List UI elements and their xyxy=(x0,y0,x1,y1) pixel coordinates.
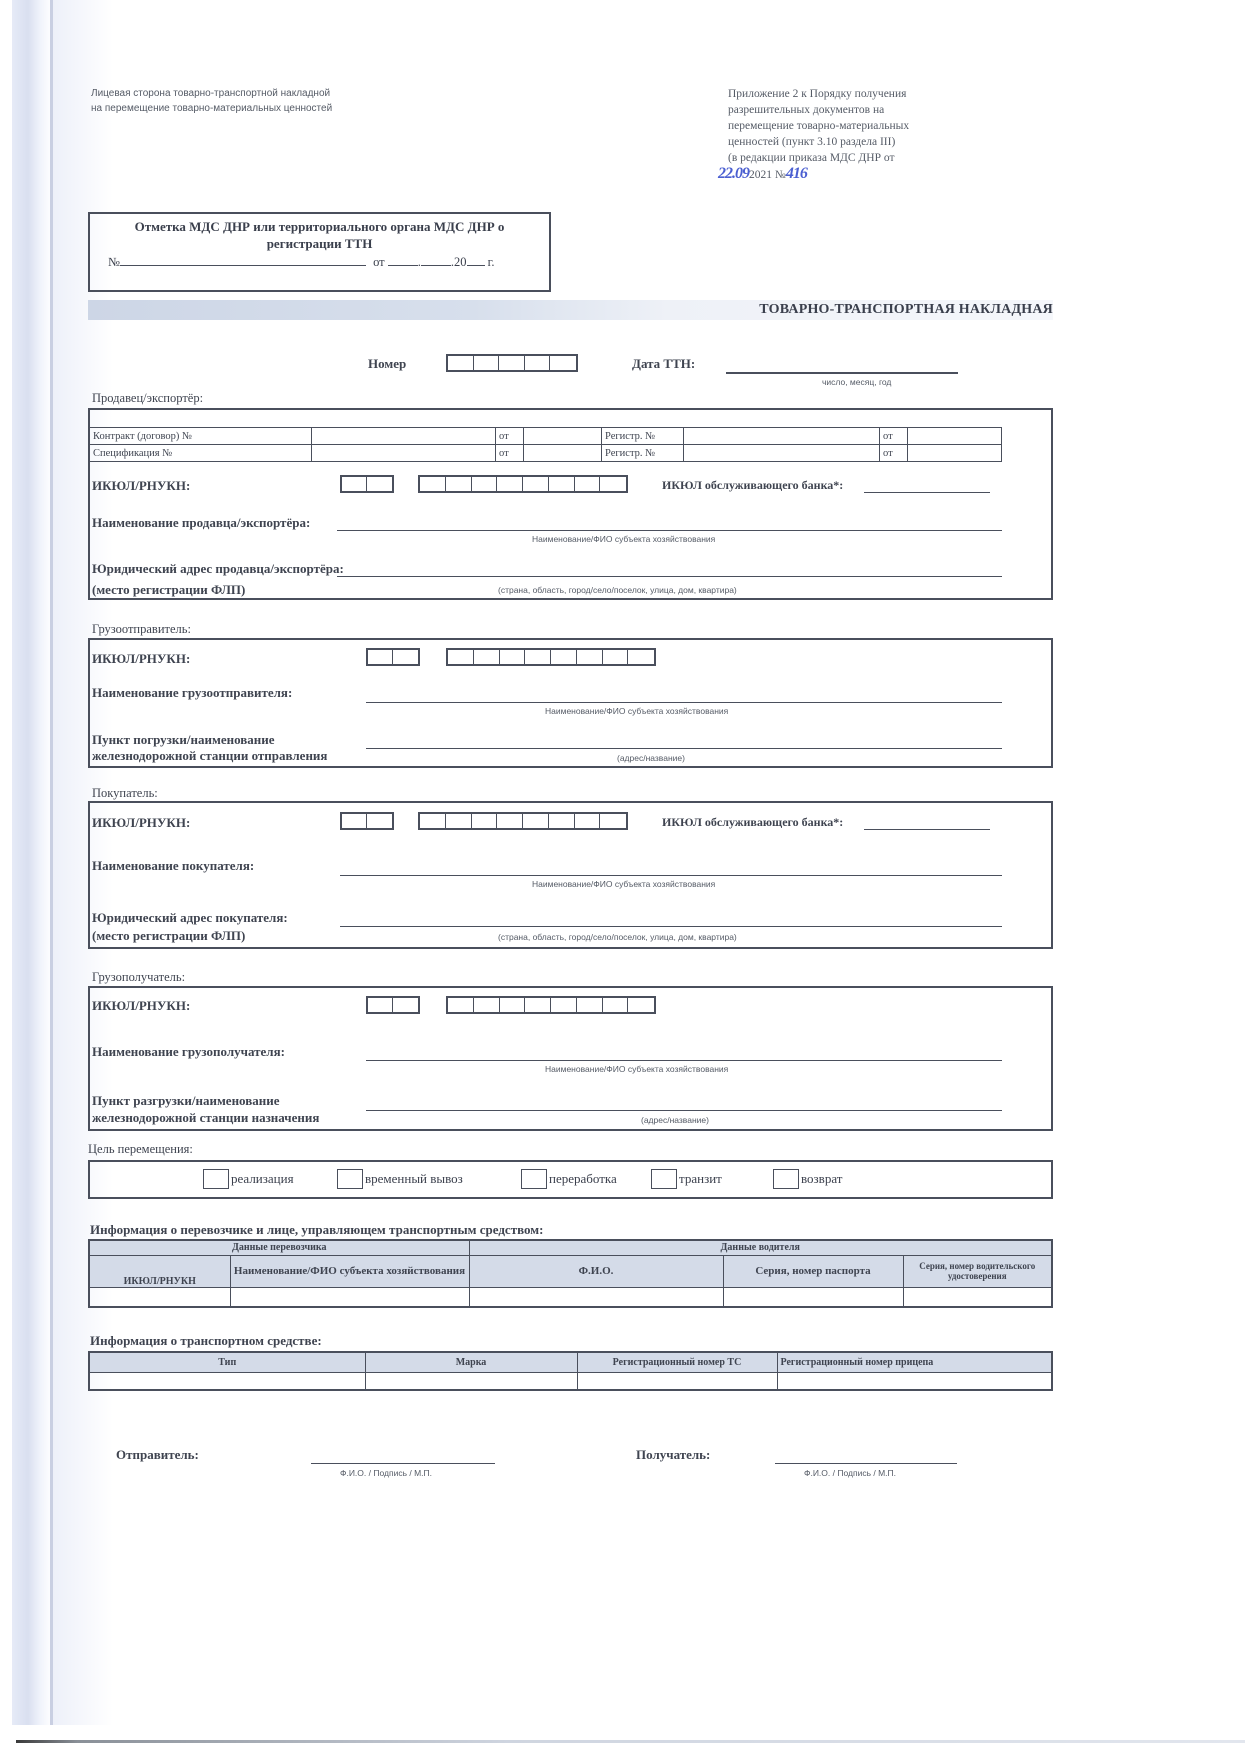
carrier-column-header-row xyxy=(89,1255,1052,1287)
vehicle-header-row xyxy=(89,1352,1052,1372)
consignee-ikul-label: ИКЮЛ/РНУКН: xyxy=(92,998,191,1013)
receiver-label: Получатель: xyxy=(636,1447,711,1462)
column-header-driver-name: Ф.И.О. xyxy=(469,1255,723,1287)
ttn-date-field[interactable] xyxy=(726,372,958,374)
document-number-cells[interactable] xyxy=(446,354,578,372)
vehicle-type-cell[interactable] xyxy=(89,1372,365,1390)
contract-reg-number-field[interactable] xyxy=(684,428,880,445)
registration-day-field[interactable] xyxy=(388,254,418,266)
column-header-passport: Серия, номер паспорта xyxy=(723,1255,903,1287)
vehicle-input-row xyxy=(89,1372,1052,1390)
option-label: транзит xyxy=(679,1171,722,1186)
column-header-carrier-name: Наименование/ФИО субъекта хозяйствования xyxy=(230,1255,469,1287)
scan-bottom-edge xyxy=(16,1740,1245,1743)
consignee-point-caption: (адрес/название) xyxy=(641,1115,709,1125)
driver-name-cell[interactable] xyxy=(469,1287,723,1307)
seller-ikul-label: ИКЮЛ/РНУКН: xyxy=(92,478,191,493)
buyer-ikul-label: ИКЮЛ/РНУКН: xyxy=(92,815,191,830)
contract-from-label: от xyxy=(496,428,524,445)
option-label: реализация xyxy=(231,1171,294,1186)
shipper-name-label: Наименование грузоотправителя: xyxy=(92,685,293,700)
ttn-date-caption: число, месяц, год xyxy=(822,377,892,387)
registration-title-line: регистрации ТТН xyxy=(266,236,373,251)
specification-date-field[interactable] xyxy=(524,445,602,462)
buyer-bank-label: ИКЮЛ обслуживающего банка*: xyxy=(662,815,844,829)
vehicle-reg-cell[interactable] xyxy=(577,1372,777,1390)
registration-mark-box xyxy=(88,212,551,292)
checkbox[interactable] xyxy=(651,1169,677,1189)
vehicle-section-label: Информация о транспортном средстве: xyxy=(90,1333,322,1348)
document-title: ТОВАРНО-ТРАНСПОРТНАЯ НАКЛАДНАЯ xyxy=(759,302,1053,317)
buyer-name-field[interactable] xyxy=(340,875,1002,876)
contract-reg-label: Регистр. № xyxy=(602,428,684,445)
column-header-trailer-reg: Регистрационный номер прицепа xyxy=(777,1352,1052,1372)
buyer-address-label: Юридический адрес покупателя: xyxy=(92,910,288,925)
shipper-point-caption: (адрес/название) xyxy=(617,753,685,763)
carrier-ikul-cell[interactable] xyxy=(89,1287,230,1307)
specification-reg-number-field[interactable] xyxy=(684,445,880,462)
purpose-option-transit[interactable] xyxy=(651,1169,722,1189)
handwritten-order-number: 416 xyxy=(785,165,807,182)
registration-number-row xyxy=(90,254,549,270)
from-label: от xyxy=(373,255,385,269)
appendix-note-line: (в редакции приказа МДС ДНР от xyxy=(728,152,895,164)
shipper-ikul-label: ИКЮЛ/РНУКН: xyxy=(92,651,191,666)
number-sign: № xyxy=(108,255,120,269)
shipper-section-label: Грузоотправитель: xyxy=(92,622,191,636)
contract-reg-date-field[interactable] xyxy=(908,428,1002,445)
contract-label: Контракт (договор) № xyxy=(90,428,312,445)
registration-month-field[interactable] xyxy=(421,254,451,266)
carrier-section-label: Информация о перевозчике и лице, управляющем транспортным средством: xyxy=(90,1222,544,1237)
shipper-point-label: Пункт погрузки/наименование xyxy=(92,732,275,747)
buyer-address-sub: (место регистрации ФЛП) xyxy=(92,928,246,943)
contract-date-field[interactable] xyxy=(524,428,602,445)
seller-name-caption: Наименование/ФИО субъекта хозяйствования xyxy=(532,534,716,544)
seller-address-field[interactable] xyxy=(337,576,1002,577)
form-side-caption xyxy=(91,86,332,116)
vehicle-table xyxy=(88,1351,1053,1391)
vehicle-brand-cell[interactable] xyxy=(365,1372,577,1390)
driver-group-header: Данные водителя xyxy=(469,1240,1052,1255)
buyer-address-caption: (страна, область, город/село/поселок, улица, дом, квартира) xyxy=(498,932,737,942)
purpose-section-label: Цель перемещения: xyxy=(88,1142,193,1156)
buyer-name-label: Наименование покупателя: xyxy=(92,858,255,873)
purpose-option-sale[interactable] xyxy=(203,1169,294,1189)
consignee-ikul-prefix-cells[interactable] xyxy=(366,996,420,1014)
sender-label: Отправитель: xyxy=(116,1447,199,1462)
buyer-bank-field[interactable] xyxy=(864,829,990,830)
option-label: временный вывоз xyxy=(365,1171,463,1186)
column-header-vehicle-reg: Регистрационный номер ТС xyxy=(577,1352,777,1372)
buyer-name-caption: Наименование/ФИО субъекта хозяйствования xyxy=(532,879,716,889)
specification-reg-from-label: от xyxy=(880,445,908,462)
receiver-signature-caption: Ф.И.О. / Подпись / М.П. xyxy=(804,1468,896,1478)
seller-address-label: Юридический адрес продавца/экспортёра: xyxy=(92,561,344,576)
column-header-ikul: ИКЮЛ/РНУКН xyxy=(89,1255,230,1287)
consignee-name-label: Наименование грузополучателя: xyxy=(92,1044,285,1059)
number-label: Номер xyxy=(368,356,407,371)
shipper-name-caption: Наименование/ФИО субъекта хозяйствования xyxy=(545,706,729,716)
registration-number-field[interactable] xyxy=(120,254,366,266)
carrier-table xyxy=(88,1239,1053,1308)
carrier-name-cell[interactable] xyxy=(230,1287,469,1307)
specification-label: Спецификация № xyxy=(90,445,312,462)
specification-number-field[interactable] xyxy=(312,445,496,462)
checkbox[interactable] xyxy=(521,1169,547,1189)
carrier-input-row xyxy=(89,1287,1052,1307)
purpose-option-temporary-export[interactable] xyxy=(337,1169,463,1189)
sender-signature-field[interactable] xyxy=(311,1463,495,1464)
contract-reg-from-label: от xyxy=(880,428,908,445)
seller-name-field[interactable] xyxy=(337,530,1002,531)
column-header-brand: Марка xyxy=(365,1352,577,1372)
carrier-group-header: Данные перевозчика xyxy=(89,1240,469,1255)
carrier-group-header-row xyxy=(89,1240,1052,1255)
appendix-note-line: перемещение товарно-материальных xyxy=(728,120,910,132)
seller-bank-field[interactable] xyxy=(864,492,990,493)
option-label: переработка xyxy=(549,1171,617,1186)
driver-license-cell[interactable] xyxy=(903,1287,1052,1307)
ttn-date-label: Дата ТТН: xyxy=(632,356,696,371)
form-side-caption-line: на перемещение товарно-материальных ценностей xyxy=(91,103,333,114)
year-prefix: .20 xyxy=(450,255,467,269)
appendix-order-line xyxy=(718,166,968,183)
appendix-note-line: разрешительных документов на xyxy=(728,104,885,116)
seller-bank-label: ИКЮЛ обслуживающего банка*: xyxy=(662,478,844,492)
column-header-license: Серия, номер водительского удостоверения xyxy=(903,1255,1052,1287)
shipper-point-field[interactable] xyxy=(366,748,1002,749)
year-suffix: г. xyxy=(487,255,495,269)
contract-number-field[interactable] xyxy=(312,428,496,445)
scan-binding-edge xyxy=(12,0,52,1725)
consignee-section-label: Грузополучатель: xyxy=(92,970,186,984)
consignee-name-field[interactable] xyxy=(366,1060,1002,1061)
appendix-note-line: ценностей (пункт 3.10 раздела III) xyxy=(728,136,896,148)
order-year: 2021 № xyxy=(749,169,786,181)
specification-reg-date-field[interactable] xyxy=(908,445,1002,462)
checkbox[interactable] xyxy=(203,1169,229,1189)
contract-row xyxy=(90,428,1002,445)
shipper-ikul-prefix-cells[interactable] xyxy=(366,648,420,666)
shipper-point-label-2: железнодорожной станции отправления xyxy=(92,748,328,763)
specification-from-label: от xyxy=(496,445,524,462)
seller-address-caption: (страна, область, город/село/поселок, улица, дом, квартира) xyxy=(498,585,737,595)
buyer-ikul-prefix-cells[interactable] xyxy=(340,812,394,830)
registration-mark-title xyxy=(90,214,549,252)
buyer-ikul-cells[interactable] xyxy=(418,812,628,830)
seller-name-label: Наименование продавца/экспортёра: xyxy=(92,515,311,530)
contract-table xyxy=(89,427,1002,462)
shipper-name-field[interactable] xyxy=(366,702,1002,703)
specification-reg-label: Регистр. № xyxy=(602,445,684,462)
seller-section-label: Продавец/экспортёр: xyxy=(92,391,204,405)
purpose-option-return[interactable] xyxy=(773,1169,842,1189)
buyer-address-field[interactable] xyxy=(340,926,1002,927)
dot: . xyxy=(417,255,421,269)
registration-year-field[interactable] xyxy=(467,254,485,266)
checkbox[interactable] xyxy=(773,1169,799,1189)
trailer-reg-cell[interactable] xyxy=(777,1372,1052,1390)
registration-title-line: Отметка МДС ДНР или территориального органа МДС ДНР о xyxy=(134,219,505,234)
consignee-ikul-cells[interactable] xyxy=(446,996,656,1014)
consignee-point-field[interactable] xyxy=(366,1110,1002,1111)
handwritten-date: 22.09 xyxy=(718,165,749,182)
shipper-ikul-cells[interactable] xyxy=(446,648,656,666)
option-label: возврат xyxy=(801,1171,843,1186)
seller-ikul-cells[interactable] xyxy=(418,475,628,493)
receiver-signature-field[interactable] xyxy=(775,1463,957,1464)
driver-passport-cell[interactable] xyxy=(723,1287,903,1307)
consignee-point-label: Пункт разгрузки/наименование xyxy=(92,1093,280,1108)
seller-address-sub: (место регистрации ФЛП) xyxy=(92,582,246,597)
seller-ikul-prefix-cells[interactable] xyxy=(340,475,394,493)
appendix-note xyxy=(718,86,968,183)
purpose-option-processing[interactable] xyxy=(521,1169,617,1189)
appendix-note-line: Приложение 2 к Порядку получения xyxy=(728,88,907,100)
sender-signature-caption: Ф.И.О. / Подпись / М.П. xyxy=(340,1468,432,1478)
specification-row xyxy=(90,445,1002,462)
form-side-caption-line: Лицевая сторона товарно-транспортной накладной xyxy=(91,88,331,99)
consignee-name-caption: Наименование/ФИО субъекта хозяйствования xyxy=(545,1064,729,1074)
column-header-type: Тип xyxy=(89,1352,365,1372)
buyer-section-label: Покупатель: xyxy=(92,786,158,800)
checkbox[interactable] xyxy=(337,1169,363,1189)
consignee-point-label-2: железнодорожной станции назначения xyxy=(92,1110,320,1125)
